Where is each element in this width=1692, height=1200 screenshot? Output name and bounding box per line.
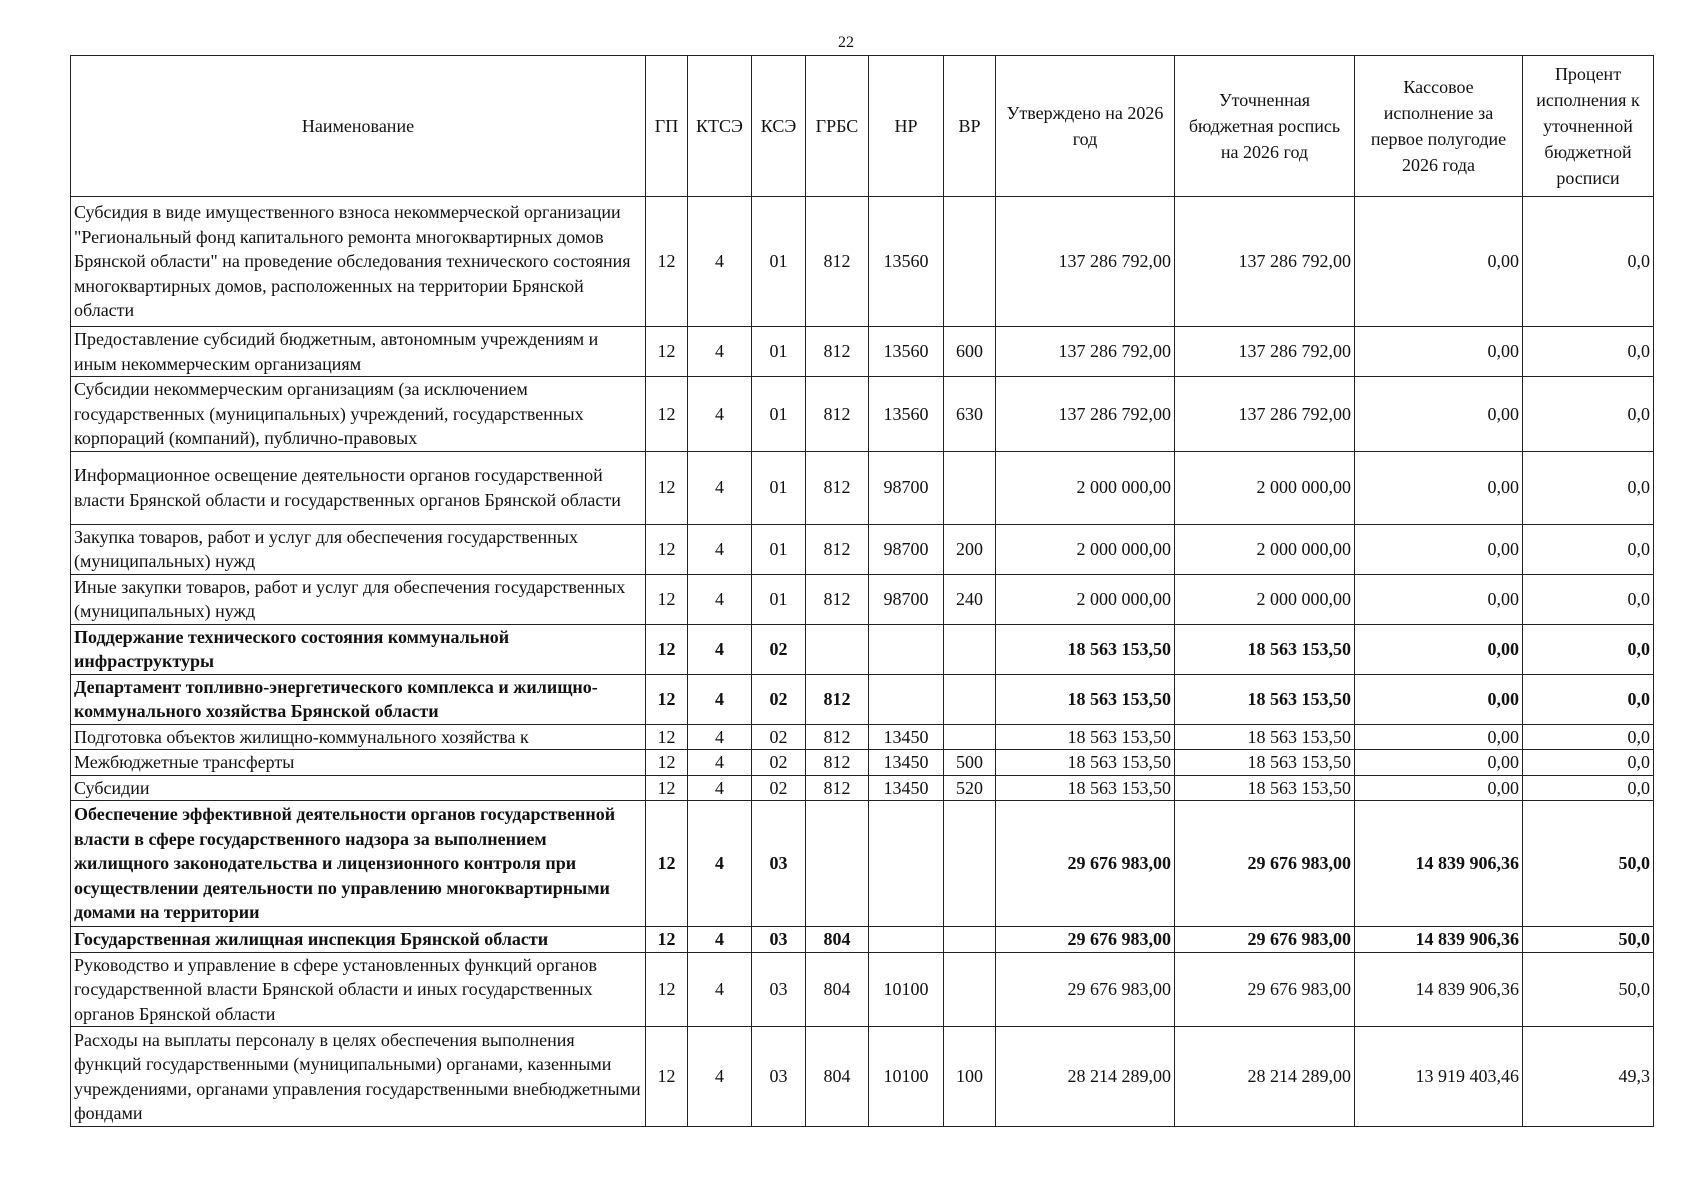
cell-approved: 18 563 153,50 — [996, 674, 1175, 724]
cell-vr: 500 — [944, 750, 996, 776]
cell-nr: 10100 — [869, 1027, 944, 1127]
cell-cash: 0,00 — [1355, 624, 1523, 674]
cell-refined: 137 286 792,00 — [1175, 327, 1355, 377]
cell-gp: 12 — [646, 197, 688, 327]
cell-refined: 18 563 153,50 — [1175, 724, 1355, 750]
cell-vr — [944, 197, 996, 327]
cell-percent: 50,0 — [1523, 952, 1654, 1027]
cell-name: Департамент топливно-энергетического комплекса и жилищно-коммунального хозяйства Брянской области — [71, 674, 646, 724]
cell-refined: 28 214 289,00 — [1175, 1027, 1355, 1127]
cell-grbs: 812 — [806, 327, 869, 377]
cell-vr — [944, 624, 996, 674]
cell-kse: 03 — [752, 801, 806, 927]
cell-ktse: 4 — [688, 750, 752, 776]
cell-ktse: 4 — [688, 724, 752, 750]
cell-refined: 29 676 983,00 — [1175, 801, 1355, 927]
cell-percent: 0,0 — [1523, 451, 1654, 524]
cell-grbs — [806, 801, 869, 927]
cell-name: Предоставление субсидий бюджетным, автономным учреждениям и иным некоммерческим организациям — [71, 327, 646, 377]
cell-kse: 01 — [752, 327, 806, 377]
cell-gp: 12 — [646, 724, 688, 750]
cell-approved: 29 676 983,00 — [996, 927, 1175, 953]
table-row — [71, 750, 1654, 776]
table-row — [71, 674, 1654, 724]
cell-percent: 49,3 — [1523, 1027, 1654, 1127]
cell-name: Поддержание технического состояния коммунальной инфраструктуры — [71, 624, 646, 674]
cell-gp: 12 — [646, 451, 688, 524]
cell-nr: 13450 — [869, 724, 944, 750]
cell-vr — [944, 724, 996, 750]
cell-grbs: 812 — [806, 197, 869, 327]
cell-cash: 0,00 — [1355, 574, 1523, 624]
cell-cash: 0,00 — [1355, 451, 1523, 524]
cell-refined: 2 000 000,00 — [1175, 451, 1355, 524]
cell-grbs: 812 — [806, 524, 869, 574]
cell-gp: 12 — [646, 674, 688, 724]
table-row — [71, 327, 1654, 377]
cell-ktse: 4 — [688, 775, 752, 801]
cell-grbs: 812 — [806, 574, 869, 624]
cell-vr: 520 — [944, 775, 996, 801]
cell-cash: 0,00 — [1355, 327, 1523, 377]
cell-approved: 137 286 792,00 — [996, 327, 1175, 377]
cell-name: Иные закупки товаров, работ и услуг для обеспечения государственных (муниципальных) нужд — [71, 574, 646, 624]
cell-kse: 01 — [752, 451, 806, 524]
cell-refined: 2 000 000,00 — [1175, 574, 1355, 624]
header-gp: ГП — [646, 56, 688, 197]
table-row — [71, 724, 1654, 750]
cell-name: Обеспечение эффективной деятельности органов государственной власти в сфере государственного надзора за выполнением жилищного законодательства и лицензионного контроля при осуществлении деятельности по управлению многоквартирными домами на территории — [71, 801, 646, 927]
cell-cash: 0,00 — [1355, 750, 1523, 776]
cell-percent: 0,0 — [1523, 197, 1654, 327]
cell-kse: 03 — [752, 952, 806, 1027]
cell-refined: 2 000 000,00 — [1175, 524, 1355, 574]
table-row — [71, 1027, 1654, 1127]
table-row — [71, 574, 1654, 624]
cell-ktse: 4 — [688, 327, 752, 377]
cell-vr: 200 — [944, 524, 996, 574]
cell-grbs: 812 — [806, 750, 869, 776]
cell-gp: 12 — [646, 927, 688, 953]
cell-name: Субсидия в виде имущественного взноса некоммерческой организации "Региональный фонд капитального ремонта многоквартирных домов Брянской области" на проведение обследования технического состояния многоквартирных домов, расположенных на территории Брянской области — [71, 197, 646, 327]
cell-gp: 12 — [646, 624, 688, 674]
cell-approved: 29 676 983,00 — [996, 801, 1175, 927]
cell-ktse: 4 — [688, 801, 752, 927]
budget-table — [70, 55, 1654, 1127]
header-name: Наименование — [71, 56, 646, 197]
cell-kse: 01 — [752, 197, 806, 327]
cell-grbs: 812 — [806, 451, 869, 524]
cell-nr: 13560 — [869, 377, 944, 452]
cell-cash: 0,00 — [1355, 724, 1523, 750]
header-vr: ВР — [944, 56, 996, 197]
cell-kse: 03 — [752, 927, 806, 953]
cell-ktse: 4 — [688, 574, 752, 624]
page-number: 22 — [838, 34, 854, 51]
cell-nr: 98700 — [869, 524, 944, 574]
cell-gp: 12 — [646, 524, 688, 574]
header-kse: КСЭ — [752, 56, 806, 197]
cell-name: Расходы на выплаты персоналу в целях обеспечения выполнения функций государственными (муниципальными) органами, казенными учреждениями, органами управления государственными внебюджетными фондами — [71, 1027, 646, 1127]
cell-gp: 12 — [646, 775, 688, 801]
cell-refined: 18 563 153,50 — [1175, 750, 1355, 776]
cell-cash: 0,00 — [1355, 197, 1523, 327]
cell-grbs: 804 — [806, 952, 869, 1027]
header-grbs: ГРБС — [806, 56, 869, 197]
cell-approved: 2 000 000,00 — [996, 451, 1175, 524]
cell-kse: 02 — [752, 750, 806, 776]
table-row — [71, 952, 1654, 1027]
cell-percent: 0,0 — [1523, 574, 1654, 624]
cell-approved: 29 676 983,00 — [996, 952, 1175, 1027]
cell-percent: 0,0 — [1523, 775, 1654, 801]
cell-nr: 13450 — [869, 775, 944, 801]
cell-percent: 0,0 — [1523, 724, 1654, 750]
cell-cash: 14 839 906,36 — [1355, 927, 1523, 953]
cell-nr — [869, 674, 944, 724]
cell-grbs: 812 — [806, 377, 869, 452]
cell-nr: 98700 — [869, 574, 944, 624]
table-row — [71, 524, 1654, 574]
cell-cash: 14 839 906,36 — [1355, 952, 1523, 1027]
cell-nr — [869, 801, 944, 927]
table-row — [71, 377, 1654, 452]
cell-name: Подготовка объектов жилищно-коммунального хозяйства к — [71, 724, 646, 750]
cell-gp: 12 — [646, 327, 688, 377]
cell-kse: 01 — [752, 377, 806, 452]
cell-name: Руководство и управление в сфере установленных функций органов государственной власти Брянской области и иных государственных органов Брянской области — [71, 952, 646, 1027]
cell-percent: 0,0 — [1523, 674, 1654, 724]
cell-vr — [944, 674, 996, 724]
cell-percent: 0,0 — [1523, 624, 1654, 674]
cell-grbs: 804 — [806, 1027, 869, 1127]
cell-grbs: 812 — [806, 724, 869, 750]
cell-percent: 50,0 — [1523, 927, 1654, 953]
cell-cash: 0,00 — [1355, 524, 1523, 574]
cell-approved: 28 214 289,00 — [996, 1027, 1175, 1127]
cell-approved: 18 563 153,50 — [996, 624, 1175, 674]
cell-kse: 02 — [752, 674, 806, 724]
cell-kse: 01 — [752, 574, 806, 624]
cell-approved: 18 563 153,50 — [996, 750, 1175, 776]
cell-name: Государственная жилищная инспекция Брянской области — [71, 927, 646, 953]
header-cash: Кассовое исполнение за первое полугодие 2026 года — [1355, 56, 1523, 197]
cell-kse: 02 — [752, 724, 806, 750]
cell-ktse: 4 — [688, 377, 752, 452]
table-row — [71, 624, 1654, 674]
table-row — [71, 775, 1654, 801]
cell-approved: 137 286 792,00 — [996, 197, 1175, 327]
header-nr: НР — [869, 56, 944, 197]
cell-vr — [944, 451, 996, 524]
header-approved: Утверждено на 2026 год — [996, 56, 1175, 197]
cell-nr: 10100 — [869, 952, 944, 1027]
cell-approved: 2 000 000,00 — [996, 574, 1175, 624]
cell-vr — [944, 952, 996, 1027]
cell-name: Межбюджетные трансферты — [71, 750, 646, 776]
cell-kse: 03 — [752, 1027, 806, 1127]
header-row — [71, 56, 1654, 197]
cell-name: Закупка товаров, работ и услуг для обеспечения государственных (муниципальных) нужд — [71, 524, 646, 574]
cell-refined: 18 563 153,50 — [1175, 674, 1355, 724]
cell-refined: 29 676 983,00 — [1175, 927, 1355, 953]
cell-kse: 01 — [752, 524, 806, 574]
cell-vr: 100 — [944, 1027, 996, 1127]
cell-gp: 12 — [646, 574, 688, 624]
cell-vr — [944, 927, 996, 953]
cell-grbs: 804 — [806, 927, 869, 953]
cell-percent: 0,0 — [1523, 327, 1654, 377]
cell-ktse: 4 — [688, 927, 752, 953]
header-refined: Уточненная бюджетная роспись на 2026 год — [1175, 56, 1355, 197]
cell-vr: 240 — [944, 574, 996, 624]
cell-kse: 02 — [752, 624, 806, 674]
cell-ktse: 4 — [688, 674, 752, 724]
cell-vr — [944, 801, 996, 927]
table-row — [71, 801, 1654, 927]
cell-ktse: 4 — [688, 1027, 752, 1127]
table-row — [71, 197, 1654, 327]
cell-refined: 137 286 792,00 — [1175, 377, 1355, 452]
cell-name: Информационное освещение деятельности органов государственной власти Брянской области и государственных органов Брянской области — [71, 451, 646, 524]
cell-approved: 137 286 792,00 — [996, 377, 1175, 452]
cell-percent: 0,0 — [1523, 750, 1654, 776]
cell-percent: 0,0 — [1523, 524, 1654, 574]
cell-gp: 12 — [646, 377, 688, 452]
cell-cash: 0,00 — [1355, 674, 1523, 724]
cell-refined: 137 286 792,00 — [1175, 197, 1355, 327]
cell-refined: 18 563 153,50 — [1175, 775, 1355, 801]
cell-cash: 14 839 906,36 — [1355, 801, 1523, 927]
cell-grbs: 812 — [806, 674, 869, 724]
cell-approved: 2 000 000,00 — [996, 524, 1175, 574]
cell-kse: 02 — [752, 775, 806, 801]
cell-cash: 0,00 — [1355, 377, 1523, 452]
cell-grbs: 812 — [806, 775, 869, 801]
cell-nr: 13450 — [869, 750, 944, 776]
cell-refined: 18 563 153,50 — [1175, 624, 1355, 674]
cell-approved: 18 563 153,50 — [996, 775, 1175, 801]
cell-ktse: 4 — [688, 197, 752, 327]
table-row — [71, 927, 1654, 953]
cell-nr: 13560 — [869, 327, 944, 377]
header-percent: Процент исполнения к уточненной бюджетной росписи — [1523, 56, 1654, 197]
cell-nr — [869, 927, 944, 953]
cell-vr: 630 — [944, 377, 996, 452]
cell-ktse: 4 — [688, 451, 752, 524]
cell-gp: 12 — [646, 750, 688, 776]
cell-gp: 12 — [646, 952, 688, 1027]
cell-nr: 13560 — [869, 197, 944, 327]
cell-nr — [869, 624, 944, 674]
cell-nr: 98700 — [869, 451, 944, 524]
cell-ktse: 4 — [688, 524, 752, 574]
cell-gp: 12 — [646, 801, 688, 927]
cell-vr: 600 — [944, 327, 996, 377]
table-row — [71, 451, 1654, 524]
cell-percent: 0,0 — [1523, 377, 1654, 452]
cell-name: Субсидии — [71, 775, 646, 801]
cell-cash: 0,00 — [1355, 775, 1523, 801]
cell-percent: 50,0 — [1523, 801, 1654, 927]
header-ktse: КТСЭ — [688, 56, 752, 197]
cell-gp: 12 — [646, 1027, 688, 1127]
cell-name: Субсидии некоммерческим организациям (за исключением государственных (муниципальных) учреждений, государственных корпораций (компаний), публично-правовых — [71, 377, 646, 452]
cell-approved: 18 563 153,50 — [996, 724, 1175, 750]
cell-cash: 13 919 403,46 — [1355, 1027, 1523, 1127]
cell-ktse: 4 — [688, 952, 752, 1027]
cell-ktse: 4 — [688, 624, 752, 674]
cell-refined: 29 676 983,00 — [1175, 952, 1355, 1027]
cell-grbs — [806, 624, 869, 674]
